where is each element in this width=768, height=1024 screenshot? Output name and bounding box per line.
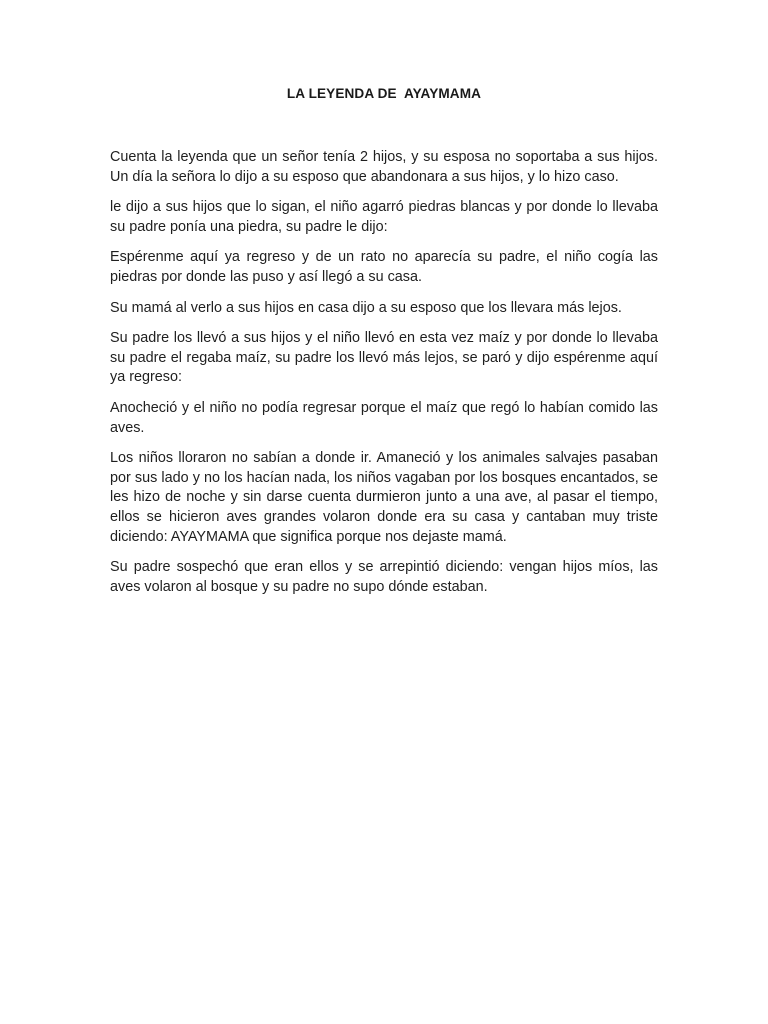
paragraph: le dijo a sus hijos que lo sigan, el niño agarró piedras blancas y por donde lo llevaba su padre ponía una piedra, su padre le dijo: <box>110 199 658 235</box>
document-title: LA LEYENDA DE AYAYMAMA <box>286 86 482 101</box>
paragraph: Su padre los llevó a sus hijos y el niño llevó en esta vez maíz y por donde lo llevaba su padre el regaba maíz, su padre los llevó más lejos, se paró y dijo espérenme aquí ya regreso: <box>110 330 658 386</box>
paragraph: Cuenta la leyenda que un señor tenía 2 hijos, y su esposa no soportaba a sus hijos. Un día la señora lo dijo a su esposo que abandonara a sus hijos, y lo hizo caso. <box>110 149 658 185</box>
paragraph: Anocheció y el niño no podía regresar porque el maíz que regó lo habían comido las aves. <box>110 399 658 436</box>
document-body <box>110 148 658 608</box>
paragraph: Su mamá al verlo a sus hijos en casa dijo a su esposo que los llevara más lejos. <box>110 299 622 316</box>
paragraph: Su padre sospechó que eran ellos y se arrepintió diciendo: vengan hijos míos, las aves volaron al bosque y su padre no supo dónde estaban. <box>110 559 658 595</box>
paragraph: Los niños lloraron no sabían a donde ir. Amaneció y los animales salvajes pasaban por sus lado y no los hacían nada, los niños vagaban por los bosques encantados, se les hizo de noche y sin darse cuenta durmieron junto a una ave, al pasar el tiempo, ellos se hicieron aves grandes volaron donde era su casa y cantaban muy triste diciendo: AYAYMAMA que significa porque nos dejaste mamá. <box>110 450 658 545</box>
paragraph: Espérenme aquí ya regreso y de un rato no aparecía su padre, el niño cogía las piedras por donde las puso y así llegó a su casa. <box>110 249 658 285</box>
